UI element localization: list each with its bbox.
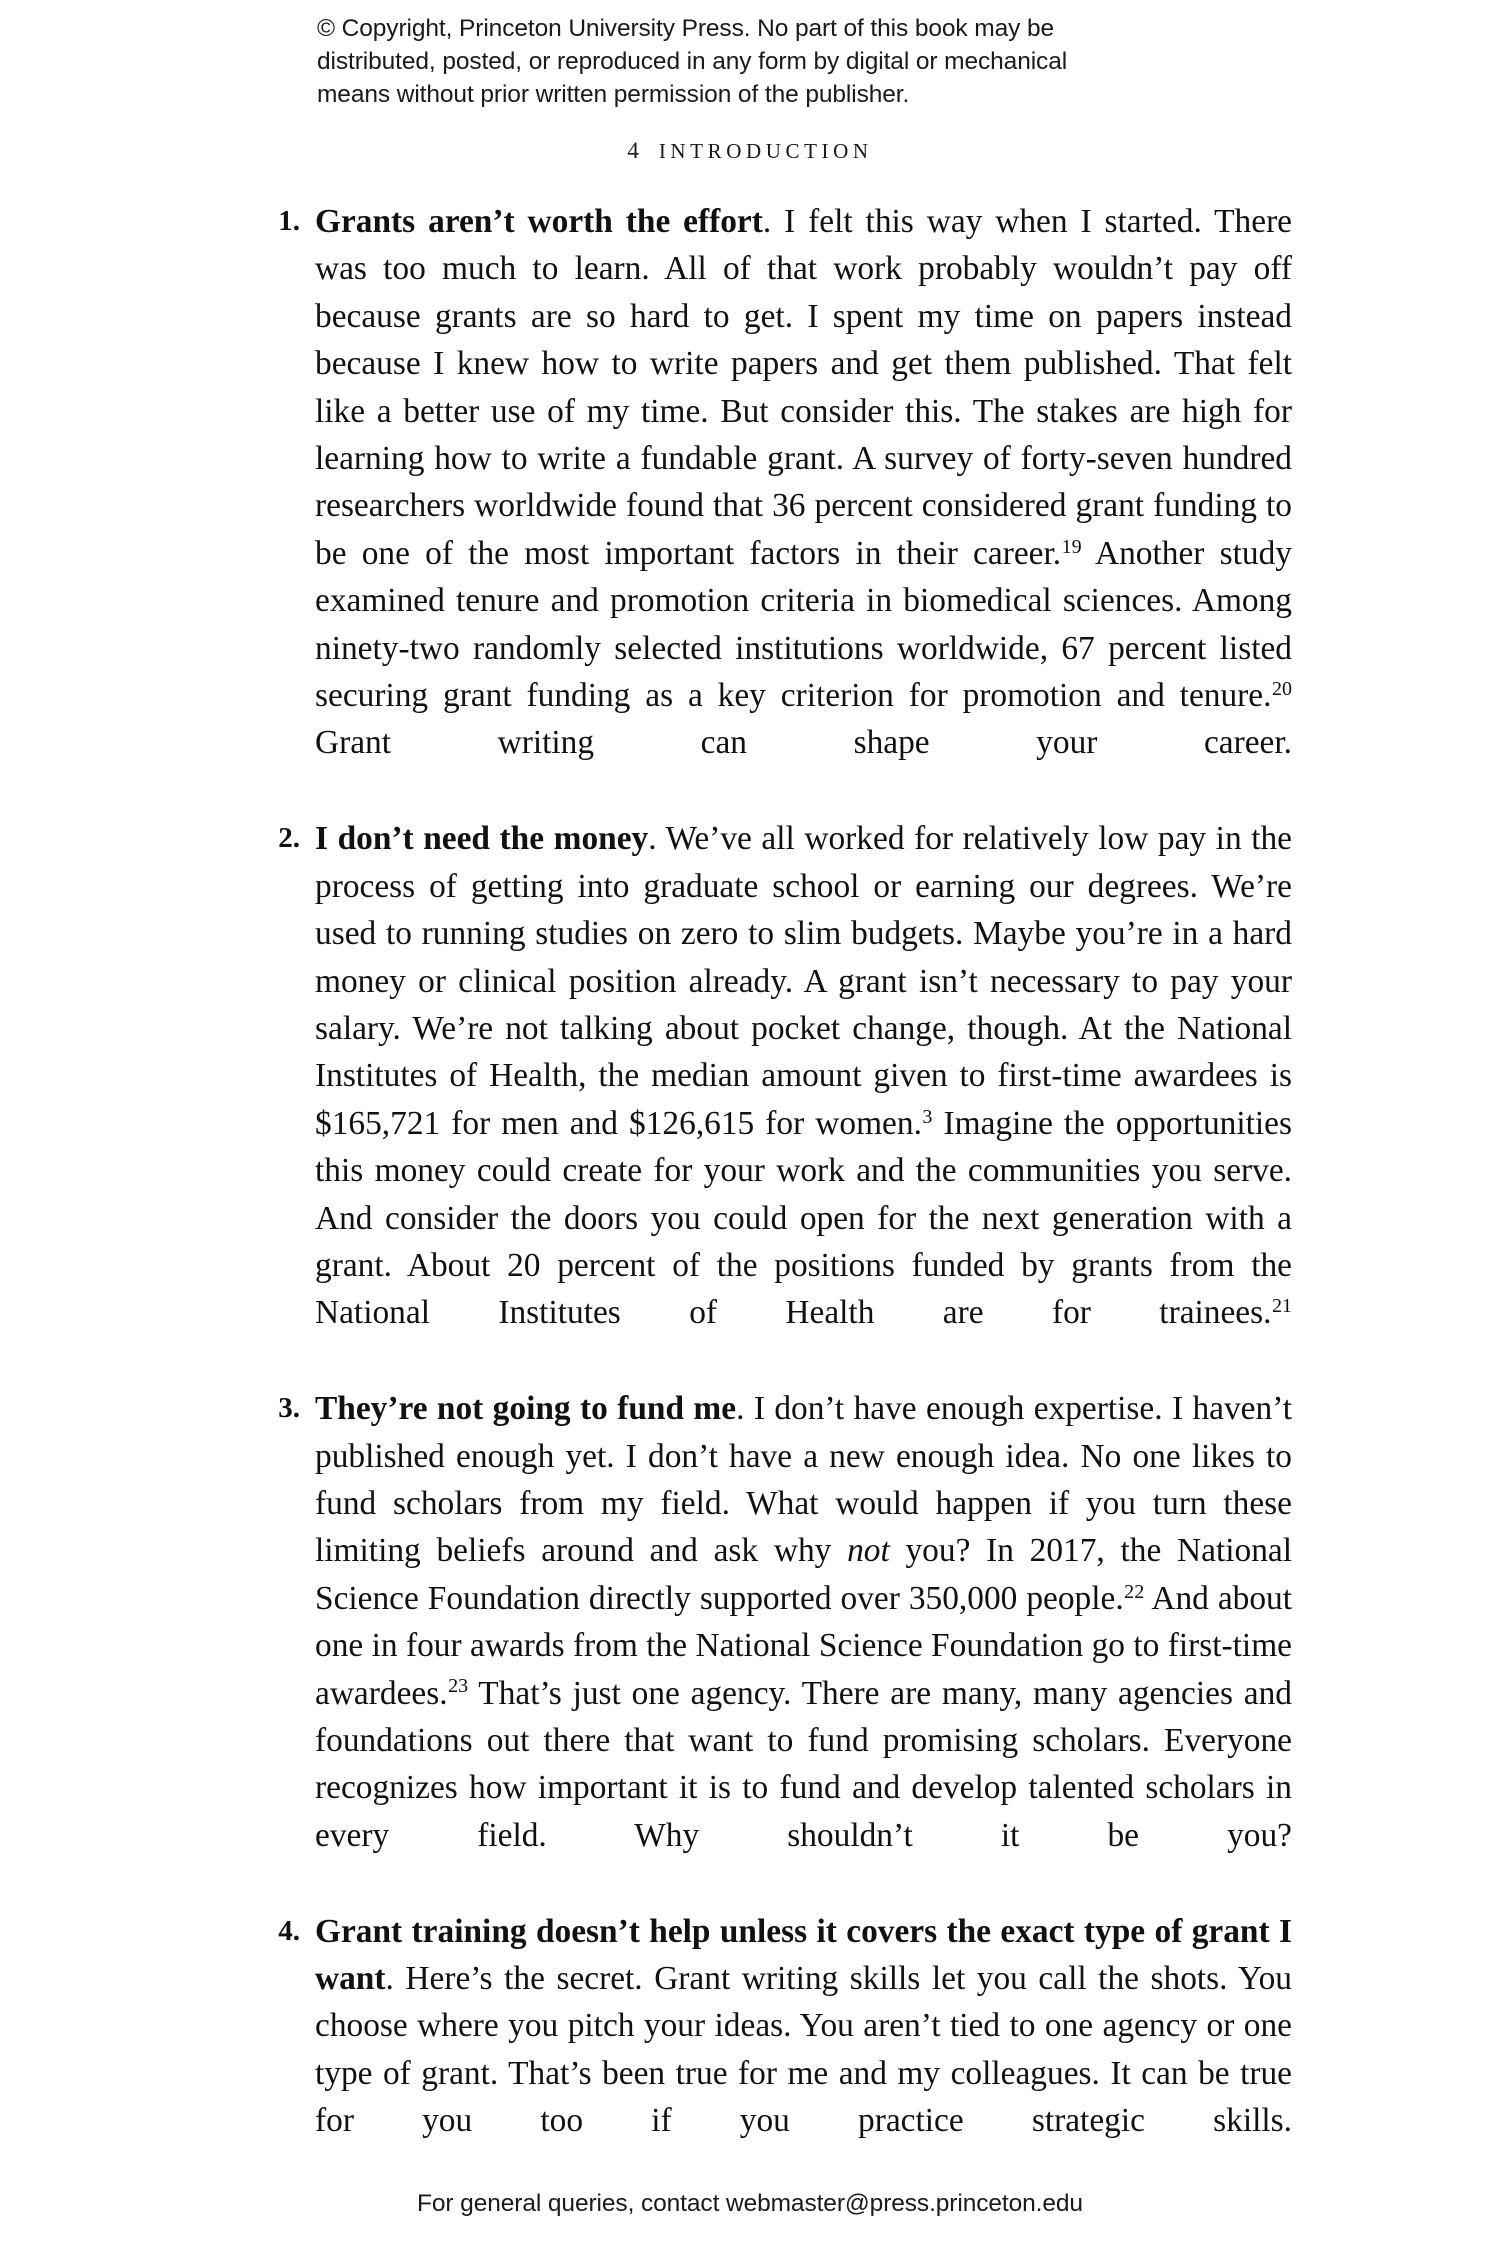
running-head-title: INTRODUCTION xyxy=(658,139,873,163)
list-item xyxy=(262,815,1292,1384)
footnote-reference: 19 xyxy=(1061,535,1082,558)
page-footer: For general queries, contact webmaster@press.princeton.edu xyxy=(417,2190,1083,2217)
list-item-text xyxy=(315,815,1292,1384)
list-item-lead-in: Grants aren’t worth the effort xyxy=(315,203,763,240)
list-item-lead-in: Grant training doesn’t help unless it covers the exact type of grant I want xyxy=(315,1912,1292,1998)
list-item-marker: 2. xyxy=(278,822,300,855)
list-item-lead-in: I don’t need the money xyxy=(315,820,649,858)
footnote-reference: 22 xyxy=(1124,1580,1145,1603)
list-item-body-a: . We’ve all worked for relatively low pay in the process of getting into graduate school or earning our degrees. We’re used to running studies on zero to slim budgets. Maybe you’re in a hard money or clinical position already. A grant isn’t necessary to pay your salary. We’re not talking about pocket change, though. At the National Institutes of Health, the median amount given to first-time awardees is $165,721 for men and $126,615 for women. xyxy=(315,820,1293,1142)
footnote-reference: 3 xyxy=(922,1105,933,1128)
page-number: 4 xyxy=(627,138,639,163)
list-item xyxy=(262,1908,1292,2192)
list-item-lead-in: They’re not going to fund me xyxy=(315,1390,737,1428)
list-item xyxy=(262,1385,1292,1906)
list-item-body-a: . Here’s the secret. Grant writing skills let you call the shots. You choose where you pitch your ideas. You aren’t tied to one agency or one type of grant. That’s been true for me and my colleagues. It can be true for you too if you practice strategic skills. xyxy=(315,1960,1292,2140)
emphasized-word: not xyxy=(847,1532,890,1570)
copyright-line-1: © Copyright, Princeton University Press. No part of this book may be xyxy=(317,15,1055,42)
footnote-reference: 21 xyxy=(1271,1295,1292,1318)
list-item-body-a: . I don’t have enough expertise. I haven’t published enough yet. I don’t have a new enough idea. No one likes to fund scholars from my field. What would happen if you turn these limiting beliefs around and ask why xyxy=(315,1390,1292,1570)
list-item-text xyxy=(315,198,1292,814)
copyright-notice xyxy=(317,12,1177,111)
body-content xyxy=(262,198,1292,2193)
running-head xyxy=(0,138,1500,164)
list-item-body-b: Another study examined tenure and promotion criteria in biomedical sciences. Among ninety-two randomly selected institutions worldwide, 67 percent listed securing grant funding as a key criterion for promotion and tenure. xyxy=(315,534,1292,715)
list-item xyxy=(262,198,1292,814)
list-item-body-d: That’s just one agency. There are many, many agencies and foundations out there that want to fund promising scholars. Everyone recognizes how important it is to fund and develop talented scholars in every field. Why shouldn’t it be you? xyxy=(315,1674,1292,1854)
footnote-reference: 20 xyxy=(1271,677,1292,700)
list-item-body-b: you? In 2017, the National Science Foundation directly supported over 350,000 people. xyxy=(315,1532,1293,1617)
list-item-marker: 1. xyxy=(278,205,300,237)
list-item-text xyxy=(315,1385,1292,1906)
list-item-body-c: And about one in four awards from the National Science Foundation go to first-time awardees. xyxy=(315,1579,1293,1712)
footnote-reference: 23 xyxy=(448,1675,469,1698)
list-item-marker: 4. xyxy=(278,1914,300,1947)
list-item-body-c: Grant writing can shape your career. xyxy=(315,724,1292,762)
list-item-text xyxy=(315,1908,1292,2192)
list-item-body-b: Imagine the opportunities this money could create for your work and the communities you serve. And consider the doors you could open for the next generation with a grant. About 20 percent of the positions funded by grants from the National Institutes of Health are for trainees. xyxy=(315,1104,1292,1332)
copyright-line-2: distributed, posted, or reproduced in any form by digital or mechanical xyxy=(317,48,1068,75)
list-item-marker: 3. xyxy=(278,1392,300,1425)
list-item-body-a: . I felt this way when I started. There was too much to learn. All of that work probably wouldn’t pay off because grants are so hard to get. I spent my time on papers instead because I knew how to write papers and get them published. That felt like a better use of my time. But consider this. The stakes are high for learning how to write a fundable grant. A survey of forty-seven hundred researchers worldwide found that 36 percent considered grant funding to be one of the most important factors in their career. xyxy=(315,203,1293,572)
copyright-line-3: means without prior written permission of the publisher. xyxy=(317,81,910,108)
numbered-list xyxy=(262,198,1292,2192)
